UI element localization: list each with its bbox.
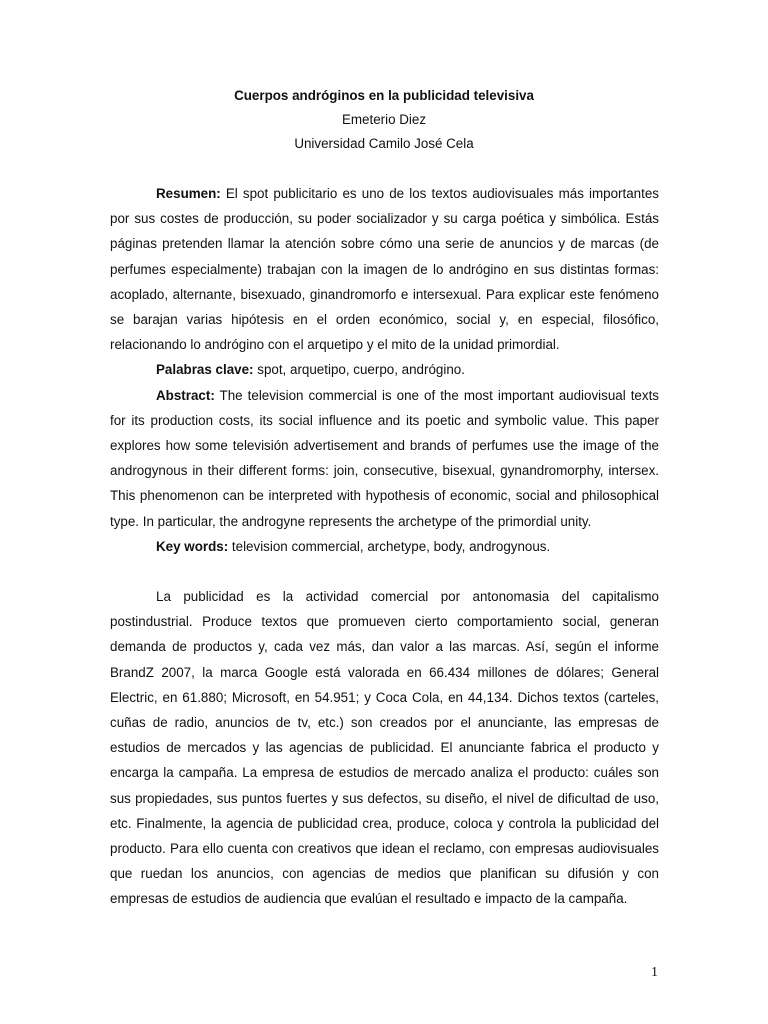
abstract-text: The television commercial is one of the most important audiovisual texts for its production costs, its social influence and its poetic and symbolic value. This paper explores how some televisión advertisement and brands of perfumes use the image of the androgynous in their different forms: join, consecutive, bisexual, gynandromorphy, intersex. This phenomenon can be interpreted with hypothesis of economic, social and philosophical type. In particular, the androgyne represents the archetype of the primordial unity. <box>110 387 659 529</box>
section-spacer <box>110 559 659 584</box>
palabras-clave-text: spot, arquetipo, cuerpo, andrógino. <box>253 362 465 378</box>
document-title: Cuerpos andróginos en la publicidad televisiva <box>234 88 534 103</box>
body-paragraph: La publicidad es la actividad comercial por antonomasia del capitalismo postindustrial. Produce textos que promueven cierto comportamiento social, generan demanda de productos y, cada vez más, dan valor a las marcas. Así, según el informe BrandZ 2007, la marca Google está valorada en 66.434 millones de dólares; General Electric, en 61.880; Microsoft, en 54.951; y Coca Cola, en 44,134. Dichos textos (carteles, cuñas de radio, anuncios de tv, etc.) son creados por el anunciante, las empresas de estudios de mercados y las agencias de publicidad. El anunciante fabrica el producto y encarga la campaña. La empresa de estudios de mercado analiza el producto: cuáles son sus propiedades, sus puntos fuertes y sus defectos, su diseño, el nivel de dificultad de uso, etc. Finalmente, la agencia de publicidad crea, produce, coloca y controla la publicidad del producto. Para ello cuenta con creativos que idean el reclamo, con empresas audiovisuales que ruedan los anuncios, con agencias de medios que planifican su difusión y con empresas de estudios de audiencia que evalúan el resultado e impacto de la campaña. <box>110 589 659 907</box>
resumen-text: El spot publicitario es uno de los textos audiovisuales más importantes por sus costes de producción, su poder socializador y su carga poética y simbólica. Estás páginas pretenden llamar la atención sobre cómo una serie de anuncios y de marcas (de perfumes especialmente) trabajan con la imagen de lo andrógino en sus distintas formas: acoplado, alternante, bisexuado, ginandromorfo e intersexual. Para explicar este fenómeno se barajan varias hipótesis en el orden económico, social y, en especial, filosófico, relacionando lo andrógino con el arquetipo y el mito de la unidad primordial. <box>110 186 659 353</box>
document-body <box>110 181 659 912</box>
abstract-paragraph <box>110 383 659 534</box>
resumen-paragraph <box>110 181 659 357</box>
document-header <box>110 84 658 156</box>
key-words-label: Key words: <box>156 538 229 554</box>
palabras-clave-label: Palabras clave: <box>156 362 254 378</box>
page-number: 1 <box>651 965 658 980</box>
key-words-paragraph <box>110 534 659 559</box>
author-affiliation: Universidad Camilo José Cela <box>294 136 474 151</box>
abstract-label: Abstract: <box>156 387 215 403</box>
palabras-clave-paragraph <box>110 357 659 382</box>
author-name: Emeterio Diez <box>341 112 427 127</box>
resumen-label: Resumen: <box>156 186 221 201</box>
key-words-text: television commercial, archetype, body, androgynous. <box>228 538 551 554</box>
